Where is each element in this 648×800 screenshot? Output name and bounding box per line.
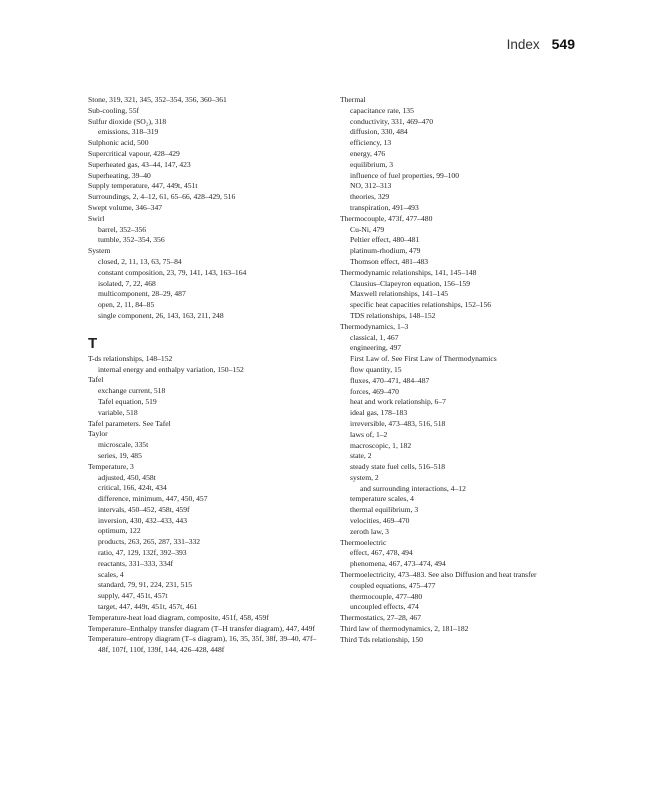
index-entry: Swept volume, 346–347: [88, 202, 163, 212]
index-subentry: effect, 467, 478, 494: [350, 548, 413, 558]
index-subentry: isolated, 7, 22, 468: [98, 278, 156, 288]
index-subentry: barrel, 352–356: [98, 224, 147, 234]
index-subentry: fluxes, 470–471, 484–487: [350, 375, 430, 385]
index-entry: Taylor: [88, 429, 108, 439]
index-subentry: standard, 79, 91, 224, 231, 515: [98, 580, 193, 590]
index-subentry: uncoupled effects, 474: [350, 602, 419, 612]
index-subentry: steady state fuel cells, 516–518: [350, 462, 446, 472]
index-subentry: products, 263, 265, 287, 331–332: [98, 537, 201, 547]
index-subentry: Tafel equation, 519: [98, 396, 157, 406]
index-subentry: critical, 166, 424t, 434: [98, 483, 167, 493]
page-number: 549: [551, 36, 575, 52]
index-subentry: closed, 2, 11, 13, 63, 75–84: [98, 256, 182, 266]
index-list-t: [88, 354, 328, 656]
index-entry: Temperature–entropy diagram (T–s diagram), 16, 35, 35f, 38f, 39–40, 47f–48f, 107f, 110f, 139f, 144, 426–428, 448f: [88, 634, 317, 655]
index-subentry: target, 447, 449t, 451t, 457t, 461: [98, 602, 198, 612]
index-subentry: tumble, 352–354, 356: [98, 235, 165, 245]
index-subentry: exchange current, 518: [98, 386, 166, 396]
index-subentry: single component, 26, 143, 163, 211, 248: [98, 310, 224, 320]
index-subentry: capacitance rate, 135: [350, 105, 414, 115]
index-subentry: internal energy and enthalpy variation, 150–152: [98, 364, 244, 374]
index-subentry: conductivity, 331, 469–470: [350, 116, 434, 126]
index-subentry: phenomena, 467, 473–474, 494: [350, 559, 446, 569]
index-subentry: macroscopic, 1, 182: [350, 440, 412, 450]
index-subentry: open, 2, 11, 84–85: [98, 300, 155, 310]
index-list-thermal: [340, 95, 590, 646]
index-list-s: [88, 95, 328, 322]
index-subentry: series, 19, 485: [98, 450, 142, 460]
index-subentry: efficiency, 13: [350, 138, 392, 148]
index-subentry: Maxwell relationships, 141–145: [350, 289, 449, 299]
index-subentry: Cu-Ni, 479: [350, 224, 385, 234]
running-title: Index: [506, 37, 540, 52]
index-column-left: [88, 95, 328, 656]
index-entry: Thermostatics, 27–28, 467: [340, 613, 421, 623]
index-column-right: [340, 95, 590, 646]
index-subentry: Clausius–Clapeyron equation, 156–159: [350, 278, 471, 288]
index-subentry: coupled equations, 475–477: [350, 580, 436, 590]
index-subentry: irreversible, 473–483, 516, 518: [350, 418, 446, 428]
index-subentry: reactants, 331–333, 334f: [98, 558, 174, 568]
index-subentry: constant composition, 23, 79, 141, 143, 163–164: [98, 267, 247, 277]
index-subentry: emissions, 318–319: [98, 127, 159, 137]
index-subentry: forces, 469–470: [350, 386, 399, 396]
index-entry: Temperature-heat load diagram, composite, 451f, 458, 459f: [88, 612, 269, 622]
index-subentry: thermocouple, 477–480: [350, 591, 423, 601]
index-entry: Tafel: [88, 375, 104, 385]
index-entry: Stone, 319, 321, 345, 352–354, 356, 360–361: [88, 95, 227, 104]
index-subentry: diffusion, 330, 484: [350, 127, 408, 137]
index-subentry: NO, 312–313: [350, 181, 392, 191]
index-subentry: thermal equilibrium, 3: [350, 505, 419, 515]
index-entry: Thermoelectric: [340, 537, 387, 547]
index-subentry: temperature scales, 4: [350, 494, 414, 504]
index-subentry: scales, 4: [98, 569, 124, 579]
index-subentry: adjusted, 450, 458t: [98, 472, 156, 482]
index-subentry: Thomson effect, 481–483: [350, 256, 429, 266]
index-subentry: heat and work relationship, 6–7: [350, 397, 446, 407]
index-entry: Superheating, 39–40: [88, 170, 151, 180]
index-entry: Temperature, 3: [88, 461, 134, 471]
index-subentry: ratio, 47, 129, 132f, 392–393: [98, 548, 187, 558]
index-entry: Superheated gas, 43–44, 147, 423: [88, 159, 191, 169]
index-entry: Thermodynamics, 1–3: [340, 321, 409, 331]
index-subentry: flow quantity, 15: [350, 364, 402, 374]
index-entry: T-ds relationships, 148–152: [88, 353, 173, 363]
index-subentry: energy, 476: [350, 148, 386, 158]
index-subentry: equilibrium, 3: [350, 159, 394, 169]
index-entry: Third law of thermodynamics, 2, 181–182: [340, 624, 469, 634]
index-subentry: optimum, 122: [98, 526, 141, 536]
index-subentry: difference, minimum, 447, 450, 457: [98, 494, 208, 504]
index-subentry: influence of fuel properties, 99–100: [350, 170, 460, 180]
index-subentry: velocities, 469–470: [350, 516, 410, 526]
index-subentry: supply, 447, 451t, 457t: [98, 591, 168, 601]
index-entry: Swirl: [88, 213, 105, 223]
index-subentry: state, 2: [350, 451, 372, 461]
index-subentry: inversion, 430, 432–433, 443: [98, 515, 188, 525]
index-subentry: variable, 518: [98, 407, 138, 417]
index-subentry: TDS relationships, 148–152: [350, 310, 436, 320]
index-entry: Thermocouple, 473f, 477–480: [340, 213, 433, 223]
index-subentry: specific heat capacities relationships, 152–156: [350, 300, 492, 310]
index-subentry: platinum-rhodium, 479: [350, 246, 421, 256]
index-subentry: multicomponent, 28–29, 487: [98, 289, 186, 299]
index-subentry: and surrounding interactions, 4–12: [360, 483, 466, 493]
index-subentry: transpiration, 491–493: [350, 202, 419, 212]
index-subentry: ideal gas, 178–183: [350, 408, 408, 418]
index-entry: Thermoelectricity, 473–483. See also Diffusion and heat transfer: [340, 570, 537, 580]
index-entry: Sulphonic acid, 500: [88, 138, 149, 148]
index-subentry: Peltier effect, 480–481: [350, 235, 420, 245]
index-subentry: intervals, 450–452, 458t, 459f: [98, 504, 190, 514]
index-entry: Sulfur dioxide (SO₂), 318: [88, 116, 167, 126]
index-subentry: microscale, 335t: [98, 440, 149, 450]
index-entry: System: [88, 246, 111, 256]
index-entry: Surroundings, 2, 4–12, 61, 65–66, 428–429, 516: [88, 192, 236, 202]
section-letter: T: [88, 334, 98, 352]
index-subentry: system, 2: [350, 472, 379, 482]
index-entry: Thermal: [340, 95, 366, 104]
index-entry: Thermodynamic relationships, 141, 145–148: [340, 267, 477, 277]
page-header: [507, 36, 575, 52]
index-entry: Supercritical vapour, 428–429: [88, 148, 180, 158]
index-subentry: classical, 1, 467: [350, 332, 399, 342]
index-subentry: engineering, 497: [350, 343, 402, 353]
index-subentry: zeroth law, 3: [350, 526, 389, 536]
index-entry: Temperature–Enthalpy transfer diagram (T–H transfer diagram), 447, 449f: [88, 623, 315, 633]
index-entry: Third Tds relationship, 150: [340, 634, 423, 644]
index-entry: Supply temperature, 447, 449t, 451t: [88, 181, 198, 191]
index-subentry: theories, 329: [350, 192, 390, 202]
index-entry: Sub-cooling, 55f: [88, 105, 140, 115]
index-subentry: laws of, 1–2: [350, 429, 388, 439]
index-entry: Tafel parameters. See Tafel: [88, 418, 171, 428]
index-subentry: First Law of. See First Law of Thermodynamics: [350, 354, 497, 364]
